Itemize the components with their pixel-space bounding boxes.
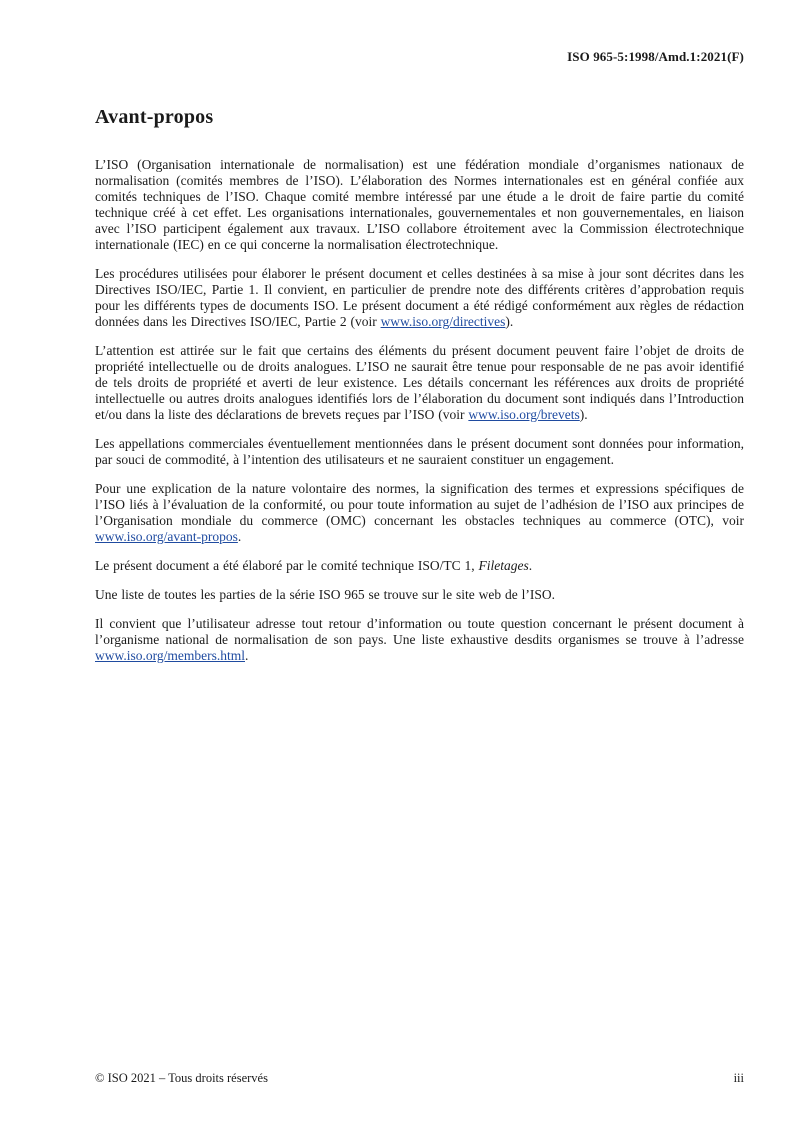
page-number: iii — [733, 1071, 744, 1085]
text-run: Les appellations commerciales éventuellement mentionnées dans le présent document sont données pour information, par souci de commodité, à l’intention des utilisateurs et ne sauraient constituer un engagement. — [95, 436, 744, 467]
paragraph — [95, 616, 744, 664]
paragraph — [95, 558, 744, 574]
hyperlink[interactable]: www.iso.org/directives — [380, 314, 506, 329]
paragraph — [95, 481, 744, 545]
text-run: . — [245, 648, 249, 663]
paragraph — [95, 157, 744, 253]
body-paragraphs — [95, 157, 744, 664]
paragraph — [95, 587, 744, 603]
text-run: . — [528, 558, 533, 573]
italic-text: Filetages — [478, 558, 529, 573]
hyperlink[interactable]: www.iso.org/avant-propos — [95, 529, 238, 544]
hyperlink[interactable]: www.iso.org/brevets — [468, 407, 580, 422]
page-title: Avant-propos — [95, 106, 214, 128]
text-run: Il convient que l’utilisateur adresse tout retour d’information ou toute question concernant le présent document à l’organisme national de normalisation de son pays. Une liste exhaustive desdits organismes se trouve à l’adresse — [95, 616, 744, 647]
document-reference: ISO 965-5:1998/Amd.1:2021(F) — [567, 49, 744, 64]
paragraph — [95, 343, 744, 423]
text-run: Une liste de toutes les parties de la série ISO 965 se trouve sur le site web de l’ISO. — [95, 587, 556, 602]
paragraph — [95, 266, 744, 330]
text-run: Pour une explication de la nature volontaire des normes, la signification des termes et expressions spécifiques de l’ISO liés à l’évaluation de la conformité, ou pour toute information au sujet de l’adhésion de l’ISO aux principes de l’Organisation mondiale du commerce (OMC) concernant les obstacles techniques au commerce (OTC), voir — [95, 481, 744, 528]
text-run: . — [237, 529, 242, 544]
text-run: Le présent document a été élaboré par le comité technique ISO/TC 1, — [95, 558, 479, 573]
page-content — [95, 106, 744, 677]
text-run: ). — [579, 407, 588, 422]
text-run: Les procédures utilisées pour élaborer le présent document et celles destinées à sa mise à jour sont décrites dans les Directives ISO/IEC, Partie 1. Il convient, en particulier de prendre note des différents critères d’approbation requis pour les différents types de documents ISO. Le présent document a été rédigé conformément aux règles de rédaction données dans les Directives ISO/IEC, Partie 2 (voir — [95, 266, 744, 329]
paragraph — [95, 436, 744, 468]
text-run: L’attention est attirée sur le fait que certains des éléments du présent document peuvent faire l’objet de droits de propriété intellectuelle ou de droits analogues. L’ISO ne saurait être tenue pour responsable de ne pas avoir identifié de tels droits de propriété et averti de leur existence. Les détails concernant les références aux droits de propriété intellectuelle ou autres droits analogues identifiés lors de l’élaboration du document sont indiqués dans l’Introduction et/ou dans la liste des déclarations de brevets reçues par l’ISO (voir — [95, 343, 744, 422]
copyright-notice: © ISO 2021 – Tous droits réservés — [95, 1071, 268, 1085]
text-run: L’ISO (Organisation internationale de normalisation) est une fédération mondiale d’organismes nationaux de normalisation (comités membres de l’ISO). L’élaboration des Normes internationales est en général confiée aux comités techniques de l’ISO. Chaque comité membre intéressé par une étude a le droit de faire partie du comité technique créé à cet effet. Les organisations internationales, gouvernementales et non gouvernementales, en liaison avec l’ISO participent également aux travaux. L’ISO collabore étroitement avec la Commission électrotechnique internationale (IEC) en ce qui concerne la normalisation électrotechnique. — [95, 157, 744, 252]
page-footer — [95, 1071, 744, 1086]
page-header — [95, 49, 744, 65]
hyperlink[interactable]: www.iso.org/members.html — [95, 648, 245, 663]
text-run: ). — [505, 314, 514, 329]
